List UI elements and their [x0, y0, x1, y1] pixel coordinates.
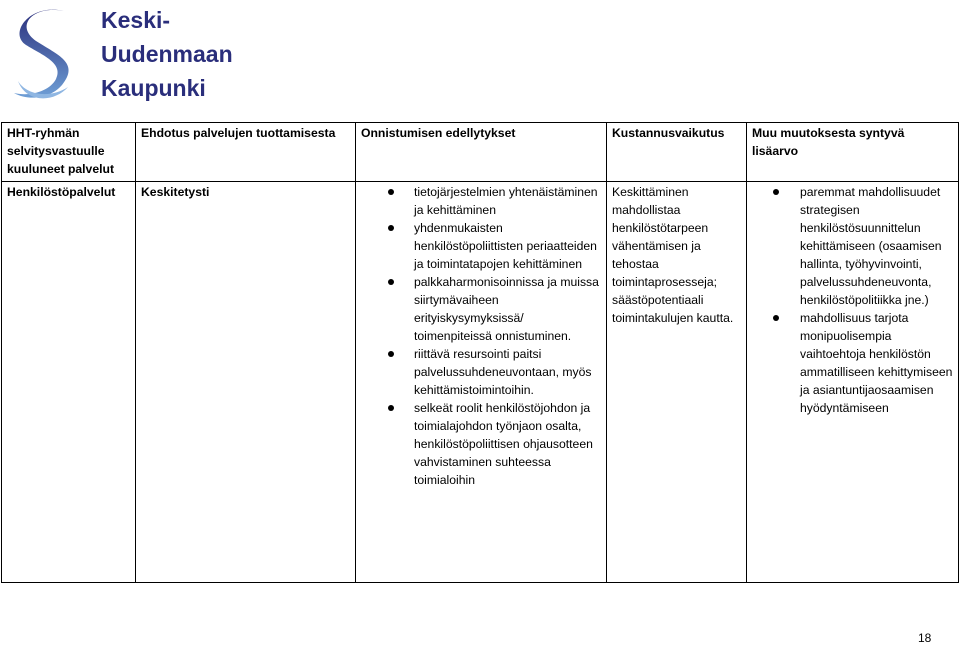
added-value-list	[752, 183, 953, 417]
list-item	[752, 183, 953, 309]
list-item-text: yhdenmukaisten henkilöstöpoliittisten periaatteiden ja toimintatapojen kehittäminen	[414, 221, 597, 271]
list-item	[361, 345, 601, 399]
header-cost-effect: Kustannusvaikutus	[607, 123, 747, 182]
bullet-icon	[388, 351, 394, 357]
logo-text-line3: Kaupunki	[101, 75, 206, 101]
list-item-text: selkeät roolit henkilöstöjohdon ja toimialajohdon työnjaon osalta, henkilöstöpoliittisen ohjausotteen vahvistaminen suhteessa toimialoihin	[414, 401, 593, 487]
list-item-text: paremmat mahdollisuudet strategisen henkilöstösuunnittelun kehittämiseen (osaamisen hallinta, työhyvinvointi, palvelussuhdeneuvonta, henkilöstöpolitiikka jne.)	[800, 185, 942, 307]
bullet-icon	[388, 225, 394, 231]
logo-text-line2: Uudenmaan	[101, 41, 233, 67]
logo-swirl-icon	[6, 3, 96, 111]
bullet-icon	[388, 279, 394, 285]
bullet-icon	[388, 405, 394, 411]
list-item-text: riittävä resursointi paitsi palvelussuhdeneuvontaan, myös kehittämistoimintoihin.	[414, 347, 592, 397]
cell-cost-effect: Keskittäminen mahdollistaa henkilöstötarpeen vähentämisen ja tehostaa toimintaprosesseja; säästöpotentiaali toimintakulujen kautta.	[607, 182, 747, 583]
list-item	[361, 399, 601, 489]
bullet-icon	[773, 315, 779, 321]
header-added-value: Muu muutoksesta syntyvä lisäarvo	[747, 123, 959, 182]
cell-prerequisites	[356, 182, 607, 583]
logo	[6, 3, 233, 111]
prerequisites-list	[361, 183, 601, 489]
page-number: 18	[918, 631, 932, 645]
cell-proposal: Keskitetysti	[136, 182, 356, 583]
list-item	[361, 183, 601, 219]
bullet-icon	[773, 189, 779, 195]
header-prerequisites: Onnistumisen edellytykset	[356, 123, 607, 182]
list-item	[361, 273, 601, 345]
bullet-icon	[388, 189, 394, 195]
header-proposal: Ehdotus palvelujen tuottamisesta	[136, 123, 356, 182]
list-item-text: mahdollisuus tarjota monipuolisempia vaihtoehtoja henkilöstön ammatilliseen kehittymiseen ja asiantuntijaosaamisen hyödyntämiseen	[800, 311, 953, 415]
list-item	[752, 309, 953, 417]
cell-added-value	[747, 182, 959, 583]
list-item-text: tietojärjestelmien yhtenäistäminen ja kehittäminen	[414, 185, 598, 217]
list-item-text: palkkaharmonisoinnissa ja muissa siirtymävaiheen erityiskysymyksissä/ toimenpiteissä onnistuminen.	[414, 275, 599, 343]
header-services: HHT-ryhmän selvitysvastuulle kuuluneet palvelut	[2, 123, 136, 182]
header-row	[2, 123, 959, 182]
services-table	[1, 122, 959, 583]
logo-text-line1: Keski-	[101, 7, 171, 33]
cell-service: Henkilöstöpalvelut	[2, 182, 136, 583]
list-item	[361, 219, 601, 273]
table-row	[2, 182, 959, 583]
